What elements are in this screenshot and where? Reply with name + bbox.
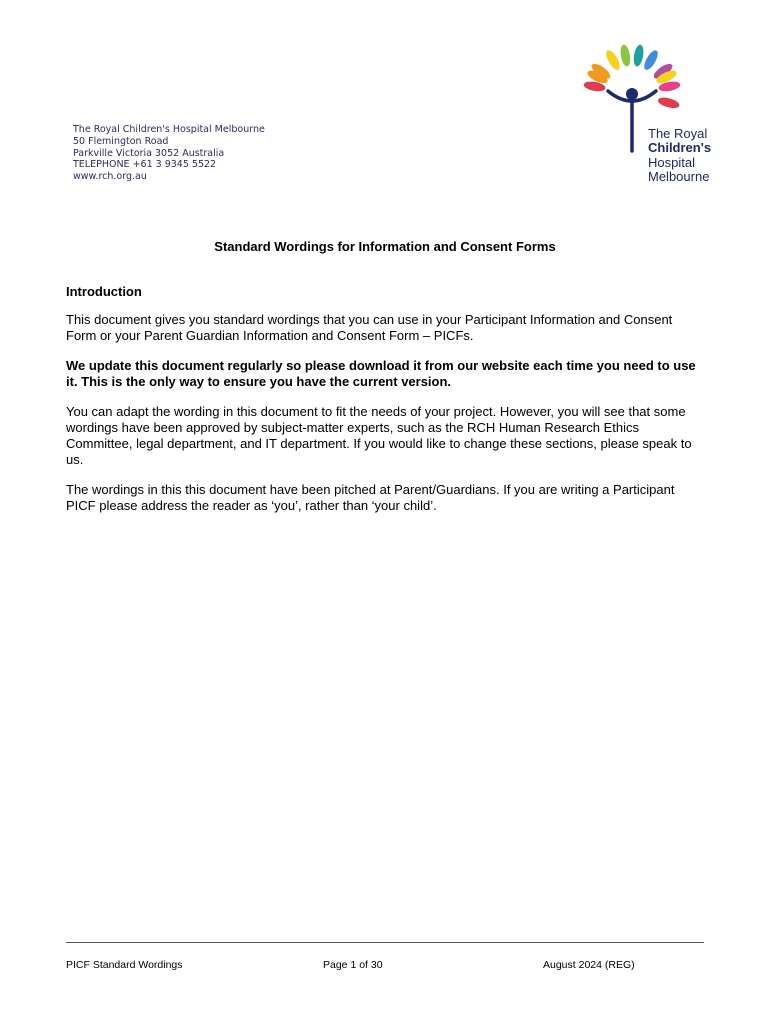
address-line-website: www.rch.org.au bbox=[73, 171, 147, 183]
hospital-address bbox=[73, 124, 265, 183]
logo-text-line2: Children's bbox=[648, 140, 712, 156]
address-line-city: Parkville Victoria 3052 Australia bbox=[73, 147, 225, 159]
document-body bbox=[66, 284, 706, 528]
logo-petal bbox=[619, 44, 632, 67]
footer-date: August 2024 (REG) bbox=[543, 959, 635, 971]
logo-petal bbox=[632, 44, 645, 67]
paragraph-audience: The wordings in this this document have been pitched at Parent/Guardians. If you are writing a Participant PICF please address the reader as ‘you’, rather than ‘your child’. bbox=[66, 482, 675, 513]
rch-logo bbox=[570, 33, 730, 193]
logo-petal bbox=[657, 96, 681, 110]
logo-text-line3: Hospital bbox=[648, 154, 695, 170]
address-line-phone: TELEPHONE +61 3 9345 5522 bbox=[73, 159, 217, 171]
logo-text-line1: The Royal bbox=[648, 126, 708, 141]
paragraph-update-notice: We update this document regularly so please download it from our website each time you need to use it. This is the only way to ensure you have the current version. bbox=[66, 358, 696, 389]
footer-page-number: Page 1 of 30 bbox=[323, 959, 383, 971]
logo-text bbox=[648, 127, 711, 184]
footer-document-name: PICF Standard Wordings bbox=[66, 959, 183, 971]
logo-text-line4: Melbourne bbox=[648, 168, 710, 184]
address-line-street: 50 Flemington Road bbox=[73, 135, 169, 147]
paragraph-purpose: This document gives you standard wordings that you can use in your Participant Information and Consent Form or your Parent Guardian Information and Consent Form – PICFs. bbox=[66, 312, 673, 343]
logo-petal bbox=[642, 48, 661, 72]
address-line-name: The Royal Children's Hospital Melbourne bbox=[73, 124, 265, 135]
document-title: Standard Wordings for Information and Consent Forms bbox=[214, 239, 556, 254]
logo-petal bbox=[604, 48, 623, 72]
footer-divider bbox=[66, 942, 704, 943]
introduction-heading: Introduction bbox=[66, 284, 142, 299]
paragraph-adapt-wording: You can adapt the wording in this document to fit the needs of your project. However, you will see that some wordings have been approved by subject-matter experts, such as the RCH Human Research Ethics Committee, legal department, and IT department. If you would like to change these sections, please speak to us. bbox=[66, 404, 692, 467]
